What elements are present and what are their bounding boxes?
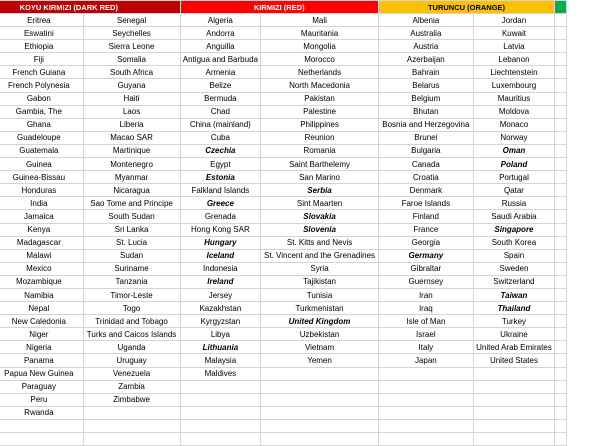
- table-cell[interactable]: Canada: [378, 158, 473, 171]
- table-cell[interactable]: Indonesia: [180, 262, 261, 275]
- table-cell[interactable]: [555, 433, 567, 446]
- table-cell[interactable]: Kazakhstan: [180, 302, 261, 315]
- table-cell[interactable]: [0, 433, 83, 446]
- table-cell[interactable]: Andorra: [180, 27, 261, 40]
- table-cell[interactable]: Malawi: [0, 249, 83, 262]
- table-cell[interactable]: Rwanda: [0, 406, 83, 419]
- table-cell[interactable]: [261, 433, 379, 446]
- table-cell[interactable]: Armenia: [180, 66, 261, 79]
- table-cell[interactable]: Moldova: [473, 105, 554, 118]
- table-row: [0, 433, 567, 446]
- table-cell[interactable]: Anguilla: [180, 40, 261, 53]
- table-cell[interactable]: Haiti: [83, 92, 180, 105]
- table-cell[interactable]: [555, 118, 567, 131]
- table-cell[interactable]: Gambia, The: [0, 105, 83, 118]
- table-cell[interactable]: [473, 380, 554, 393]
- table-cell[interactable]: Serbia: [261, 184, 379, 197]
- table-cell[interactable]: Liberia: [83, 118, 180, 131]
- table-cell[interactable]: Bahrain: [378, 66, 473, 79]
- table-cell[interactable]: Montenegro: [83, 158, 180, 171]
- table-cell[interactable]: Qatar: [473, 184, 554, 197]
- table-cell[interactable]: Turkey: [473, 315, 554, 328]
- table-cell[interactable]: [555, 419, 567, 432]
- table-cell[interactable]: [378, 406, 473, 419]
- table-cell[interactable]: Algeria: [180, 14, 261, 27]
- table-cell[interactable]: Niger: [0, 328, 83, 341]
- table-row: [0, 131, 567, 144]
- table-cell[interactable]: Iraq: [378, 302, 473, 315]
- table-cell[interactable]: United Kingdom: [261, 315, 379, 328]
- table-cell[interactable]: Tajikistan: [261, 275, 379, 288]
- header-row: [0, 1, 567, 14]
- table-cell[interactable]: Palestine: [261, 105, 379, 118]
- table-cell[interactable]: [555, 14, 567, 27]
- table-cell[interactable]: [261, 406, 379, 419]
- table-cell[interactable]: Antigua and Barbuda: [180, 53, 261, 66]
- table-cell[interactable]: Belarus: [378, 79, 473, 92]
- table-cell[interactable]: Iceland: [180, 249, 261, 262]
- table-cell[interactable]: Mozambique: [0, 275, 83, 288]
- table-cell[interactable]: French Polynesia: [0, 79, 83, 92]
- table-cell[interactable]: Guyana: [83, 79, 180, 92]
- table-cell[interactable]: Eritrea: [0, 14, 83, 27]
- table-cell[interactable]: Oman: [473, 144, 554, 157]
- table-cell[interactable]: Philippines: [261, 118, 379, 131]
- table-row: [0, 210, 567, 223]
- table-cell[interactable]: Turkmenistan: [261, 302, 379, 315]
- table-cell[interactable]: Uruguay: [83, 354, 180, 367]
- table-cell[interactable]: Sweden: [473, 262, 554, 275]
- table-cell[interactable]: Paraguay: [0, 380, 83, 393]
- table-cell[interactable]: [555, 393, 567, 406]
- table-cell[interactable]: Yemen: [261, 354, 379, 367]
- table-cell[interactable]: Ukraine: [473, 328, 554, 341]
- table-cell[interactable]: Libya: [180, 328, 261, 341]
- table-cell[interactable]: [555, 223, 567, 236]
- table-cell[interactable]: Ghana: [0, 118, 83, 131]
- table-cell[interactable]: [180, 433, 261, 446]
- table-cell[interactable]: [378, 433, 473, 446]
- table-row: [0, 27, 567, 40]
- table-cell[interactable]: Vietnam: [261, 341, 379, 354]
- table-cell[interactable]: [378, 419, 473, 432]
- table-cell[interactable]: [555, 262, 567, 275]
- table-cell[interactable]: Egypt: [180, 158, 261, 171]
- table-cell[interactable]: Romania: [261, 144, 379, 157]
- table-cell[interactable]: Guatemala: [0, 144, 83, 157]
- table-cell[interactable]: [261, 419, 379, 432]
- table-cell[interactable]: Nigeria: [0, 341, 83, 354]
- table-cell[interactable]: Guinea-Bissau: [0, 171, 83, 184]
- table-cell[interactable]: France: [378, 223, 473, 236]
- table-cell[interactable]: Mongolia: [261, 40, 379, 53]
- table-cell[interactable]: Madagascar: [0, 236, 83, 249]
- table-cell[interactable]: Estonia: [180, 171, 261, 184]
- table-cell[interactable]: United Arab Emirates: [473, 341, 554, 354]
- table-cell[interactable]: Somalia: [83, 53, 180, 66]
- table-cell[interactable]: Hungary: [180, 236, 261, 249]
- table-cell[interactable]: Falkland Islands: [180, 184, 261, 197]
- table-cell[interactable]: Austria: [378, 40, 473, 53]
- table-cell[interactable]: [0, 419, 83, 432]
- table-cell[interactable]: Taiwan: [473, 288, 554, 301]
- table-cell[interactable]: Kyrgyzstan: [180, 315, 261, 328]
- table-row: [0, 406, 567, 419]
- table-cell[interactable]: Chad: [180, 105, 261, 118]
- table-cell[interactable]: Bhutan: [378, 105, 473, 118]
- table-cell[interactable]: [555, 249, 567, 262]
- table-cell[interactable]: St. Vincent and the Grenadines: [261, 249, 379, 262]
- table-cell[interactable]: Albenia: [378, 14, 473, 27]
- table-row: [0, 249, 567, 262]
- table-cell[interactable]: Namibia: [0, 288, 83, 301]
- table-cell[interactable]: Togo: [83, 302, 180, 315]
- table-cell[interactable]: Tunisia: [261, 288, 379, 301]
- table-cell[interactable]: Grenada: [180, 210, 261, 223]
- table-cell[interactable]: Lithuania: [180, 341, 261, 354]
- table-cell[interactable]: [261, 367, 379, 380]
- table-cell[interactable]: Faroe Islands: [378, 197, 473, 210]
- table-row: [0, 380, 567, 393]
- table-row: [0, 171, 567, 184]
- table-cell[interactable]: Israel: [378, 328, 473, 341]
- table-cell[interactable]: Russia: [473, 197, 554, 210]
- table-row: [0, 92, 567, 105]
- table-cell[interactable]: Croatia: [378, 171, 473, 184]
- table-cell[interactable]: Reunion: [261, 131, 379, 144]
- table-cell[interactable]: Uzbekistan: [261, 328, 379, 341]
- table-row: [0, 197, 567, 210]
- table-cell[interactable]: [261, 393, 379, 406]
- table-cell[interactable]: [555, 40, 567, 53]
- table-cell[interactable]: [83, 419, 180, 432]
- table-cell[interactable]: Nicaragua: [83, 184, 180, 197]
- table-cell[interactable]: Singapore: [473, 223, 554, 236]
- table-cell[interactable]: Uganda: [83, 341, 180, 354]
- table-cell[interactable]: Peru: [0, 393, 83, 406]
- table-cell[interactable]: Bosnia and Herzegovina: [378, 118, 473, 131]
- table-row: [0, 118, 567, 131]
- table-cell[interactable]: Australia: [378, 27, 473, 40]
- table-cell[interactable]: Slovakia: [261, 210, 379, 223]
- table-row: [0, 66, 567, 79]
- table-cell[interactable]: Trinidad and Tobago: [83, 315, 180, 328]
- table-cell[interactable]: Laos: [83, 105, 180, 118]
- table-cell[interactable]: [555, 171, 567, 184]
- table-row: [0, 105, 567, 118]
- table-row: [0, 341, 567, 354]
- table-cell[interactable]: Germany: [378, 249, 473, 262]
- table-cell[interactable]: Maldives: [180, 367, 261, 380]
- table-cell[interactable]: Azerbaijan: [378, 53, 473, 66]
- table-cell[interactable]: [378, 367, 473, 380]
- table-cell[interactable]: [83, 433, 180, 446]
- table-cell[interactable]: [555, 105, 567, 118]
- table-cell[interactable]: South Sudan: [83, 210, 180, 223]
- table-cell[interactable]: Fiji: [0, 53, 83, 66]
- table-cell[interactable]: [555, 236, 567, 249]
- table-cell[interactable]: Monaco: [473, 118, 554, 131]
- table-cell[interactable]: Gibraltar: [378, 262, 473, 275]
- table-cell[interactable]: French Guiana: [0, 66, 83, 79]
- table-cell[interactable]: Saudi Arabia: [473, 210, 554, 223]
- table-cell[interactable]: St. Lucia: [83, 236, 180, 249]
- table-cell[interactable]: [555, 406, 567, 419]
- table-row: [0, 223, 567, 236]
- table-cell[interactable]: Ethiopia: [0, 40, 83, 53]
- table-cell[interactable]: [555, 328, 567, 341]
- table-cell[interactable]: Isle of Man: [378, 315, 473, 328]
- table-cell[interactable]: Tanzania: [83, 275, 180, 288]
- table-cell[interactable]: [180, 419, 261, 432]
- table-cell[interactable]: Kuwait: [473, 27, 554, 40]
- table-row: [0, 288, 567, 301]
- table-cell[interactable]: [555, 53, 567, 66]
- table-cell[interactable]: Venezuela: [83, 367, 180, 380]
- table-cell[interactable]: Sierra Leone: [83, 40, 180, 53]
- header-red[interactable]: KIRMIZI (RED): [180, 1, 378, 14]
- table-cell[interactable]: Greece: [180, 197, 261, 210]
- table-cell[interactable]: Suriname: [83, 262, 180, 275]
- table-cell[interactable]: Czechia: [180, 144, 261, 157]
- table-cell[interactable]: Zimbabwe: [83, 393, 180, 406]
- table-cell[interactable]: [555, 380, 567, 393]
- table-cell[interactable]: Myanmar: [83, 171, 180, 184]
- table-cell[interactable]: Belize: [180, 79, 261, 92]
- table-cell[interactable]: Slovenia: [261, 223, 379, 236]
- table-cell[interactable]: Latvia: [473, 40, 554, 53]
- table-cell[interactable]: Nepal: [0, 302, 83, 315]
- table-cell[interactable]: Papua New Guinea: [0, 367, 83, 380]
- table-cell[interactable]: Sri Lanka: [83, 223, 180, 236]
- table-row: [0, 367, 567, 380]
- table-cell[interactable]: [555, 341, 567, 354]
- table-cell[interactable]: Mexico: [0, 262, 83, 275]
- table-cell[interactable]: Martinique: [83, 144, 180, 157]
- table-row: [0, 419, 567, 432]
- table-cell[interactable]: Spain: [473, 249, 554, 262]
- table-cell[interactable]: New Caledonia: [0, 315, 83, 328]
- table-cell[interactable]: Zambia: [83, 380, 180, 393]
- table-cell[interactable]: Mauritius: [473, 92, 554, 105]
- table-cell[interactable]: Jersey: [180, 288, 261, 301]
- table-row: [0, 14, 567, 27]
- table-row: [0, 144, 567, 157]
- table-cell[interactable]: Bulgaria: [378, 144, 473, 157]
- table-cell[interactable]: [473, 367, 554, 380]
- table-cell[interactable]: Japan: [378, 354, 473, 367]
- table-cell[interactable]: [261, 380, 379, 393]
- table-cell[interactable]: Mali: [261, 14, 379, 27]
- table-cell[interactable]: [555, 144, 567, 157]
- table-cell[interactable]: Honduras: [0, 184, 83, 197]
- table-cell[interactable]: Iran: [378, 288, 473, 301]
- table-cell[interactable]: North Macedonia: [261, 79, 379, 92]
- table-row: [0, 302, 567, 315]
- table-cell[interactable]: Liechtenstein: [473, 66, 554, 79]
- table-cell[interactable]: Mauritania: [261, 27, 379, 40]
- table-row: [0, 79, 567, 92]
- table-cell[interactable]: Jordan: [473, 14, 554, 27]
- table-cell[interactable]: [555, 315, 567, 328]
- table-cell[interactable]: [180, 380, 261, 393]
- table-cell[interactable]: St. Kitts and Nevis: [261, 236, 379, 249]
- table-row: [0, 393, 567, 406]
- table-cell[interactable]: Sao Tome and Principe: [83, 197, 180, 210]
- table-cell[interactable]: Denmark: [378, 184, 473, 197]
- table-cell[interactable]: China (mainland): [180, 118, 261, 131]
- table-cell[interactable]: Syria: [261, 262, 379, 275]
- table-cell[interactable]: Switzerland: [473, 275, 554, 288]
- table-cell[interactable]: [555, 66, 567, 79]
- table-cell[interactable]: [378, 393, 473, 406]
- table-row: [0, 315, 567, 328]
- table-row: [0, 184, 567, 197]
- table-body: [0, 14, 567, 446]
- table-cell[interactable]: [555, 92, 567, 105]
- table-cell[interactable]: Cuba: [180, 131, 261, 144]
- table-cell[interactable]: [555, 131, 567, 144]
- table-cell[interactable]: Senegal: [83, 14, 180, 27]
- table-cell[interactable]: [555, 210, 567, 223]
- table-cell[interactable]: Turks and Caicos Islands: [83, 328, 180, 341]
- header-green[interactable]: [555, 1, 567, 14]
- table-cell[interactable]: Guernsey: [378, 275, 473, 288]
- table-cell[interactable]: [555, 158, 567, 171]
- table-cell[interactable]: Luxembourg: [473, 79, 554, 92]
- table-cell[interactable]: Eswatini: [0, 27, 83, 40]
- table-cell[interactable]: Italy: [378, 341, 473, 354]
- table-cell[interactable]: [473, 406, 554, 419]
- table-cell[interactable]: Belgium: [378, 92, 473, 105]
- table-cell[interactable]: [555, 184, 567, 197]
- table-cell[interactable]: Guadeloupe: [0, 131, 83, 144]
- table-cell[interactable]: [555, 354, 567, 367]
- table-cell[interactable]: South Korea: [473, 236, 554, 249]
- table-cell[interactable]: [83, 406, 180, 419]
- table-cell[interactable]: [473, 419, 554, 432]
- table-cell[interactable]: Seychelles: [83, 27, 180, 40]
- table-cell[interactable]: United States: [473, 354, 554, 367]
- table-cell[interactable]: Pakistan: [261, 92, 379, 105]
- table-cell[interactable]: [555, 275, 567, 288]
- table-row: [0, 158, 567, 171]
- table-cell[interactable]: Netherlands: [261, 66, 379, 79]
- table-cell[interactable]: [555, 288, 567, 301]
- table-cell[interactable]: [180, 393, 261, 406]
- table-cell[interactable]: [473, 393, 554, 406]
- table-cell[interactable]: Saint Barthelemy: [261, 158, 379, 171]
- header-dark-red[interactable]: KOYU KIRMIZI (DARK RED): [0, 1, 180, 14]
- table-cell[interactable]: [473, 433, 554, 446]
- table-cell[interactable]: Macao SAR: [83, 131, 180, 144]
- table-cell[interactable]: Timor-Leste: [83, 288, 180, 301]
- table-row: [0, 275, 567, 288]
- table-cell[interactable]: [555, 367, 567, 380]
- table-cell[interactable]: Guinea: [0, 158, 83, 171]
- header-orange[interactable]: TURUNCU (ORANGE): [378, 1, 554, 14]
- table-cell[interactable]: Panama: [0, 354, 83, 367]
- table-cell[interactable]: [555, 79, 567, 92]
- table-cell[interactable]: Norway: [473, 131, 554, 144]
- table-cell[interactable]: Bermuda: [180, 92, 261, 105]
- table-cell[interactable]: Thailand: [473, 302, 554, 315]
- table-cell[interactable]: Portugal: [473, 171, 554, 184]
- table-cell[interactable]: Sint Maarten: [261, 197, 379, 210]
- table-row: [0, 40, 567, 53]
- table-cell[interactable]: [555, 27, 567, 40]
- table-cell[interactable]: Lebanon: [473, 53, 554, 66]
- table-cell[interactable]: [555, 302, 567, 315]
- table-cell[interactable]: San Marino: [261, 171, 379, 184]
- table-row: [0, 354, 567, 367]
- table-cell[interactable]: South Africa: [83, 66, 180, 79]
- table-cell[interactable]: [378, 380, 473, 393]
- table-cell[interactable]: Poland: [473, 158, 554, 171]
- table-cell[interactable]: Hong Kong SAR: [180, 223, 261, 236]
- table-cell[interactable]: Jamaica: [0, 210, 83, 223]
- table-cell[interactable]: India: [0, 197, 83, 210]
- table-row: [0, 262, 567, 275]
- table-row: [0, 328, 567, 341]
- table-cell[interactable]: Finland: [378, 210, 473, 223]
- table-cell[interactable]: Malaysia: [180, 354, 261, 367]
- table-cell[interactable]: Morocco: [261, 53, 379, 66]
- table-cell[interactable]: Kenya: [0, 223, 83, 236]
- table-cell[interactable]: Brunei: [378, 131, 473, 144]
- table-row: [0, 236, 567, 249]
- table-cell[interactable]: Georgia: [378, 236, 473, 249]
- table-row: [0, 53, 567, 66]
- table-cell[interactable]: [180, 406, 261, 419]
- table-cell[interactable]: [555, 197, 567, 210]
- table-cell[interactable]: Sudan: [83, 249, 180, 262]
- table-cell[interactable]: Gabon: [0, 92, 83, 105]
- table-cell[interactable]: Ireland: [180, 275, 261, 288]
